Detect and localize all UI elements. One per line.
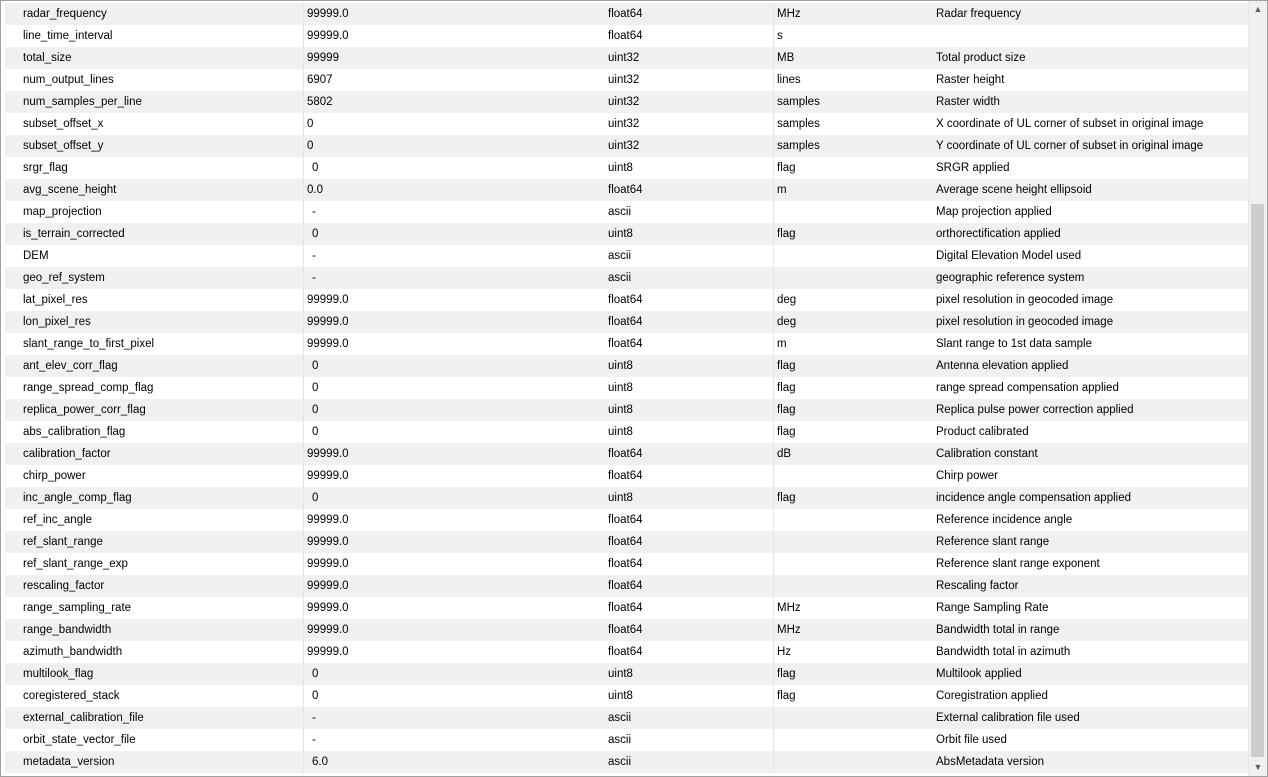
attribute-type-cell[interactable]: uint8 bbox=[608, 162, 633, 174]
attribute-type-cell[interactable]: float64 bbox=[608, 316, 643, 328]
table-row[interactable] bbox=[5, 531, 1248, 553]
attribute-unit-cell[interactable]: samples bbox=[773, 135, 933, 157]
attribute-value-cell[interactable]: 0 bbox=[303, 487, 605, 509]
attribute-value-cell[interactable]: 99999.0 bbox=[303, 443, 605, 465]
attribute-value-cell[interactable]: 5802 bbox=[303, 91, 605, 113]
attribute-value-cell[interactable]: 6907 bbox=[303, 69, 605, 91]
attribute-type-cell[interactable]: float64 bbox=[608, 470, 643, 482]
attribute-unit-cell[interactable]: flag bbox=[773, 355, 933, 377]
attribute-unit-cell[interactable]: deg bbox=[773, 289, 933, 311]
table-row[interactable] bbox=[5, 267, 1248, 289]
attribute-description-cell[interactable]: Reference incidence angle bbox=[936, 514, 1073, 526]
attribute-unit-cell[interactable]: MHz bbox=[773, 619, 933, 641]
attribute-value-cell[interactable]: 99999.0 bbox=[303, 289, 605, 311]
attribute-name-cell[interactable]: ref_slant_range bbox=[23, 536, 103, 548]
attribute-name-cell[interactable]: avg_scene_height bbox=[23, 184, 117, 196]
table-row[interactable] bbox=[5, 355, 1248, 377]
attribute-value-cell[interactable]: - bbox=[303, 729, 605, 751]
attribute-value-cell[interactable]: 99999.0 bbox=[303, 619, 605, 641]
attribute-description-cell[interactable]: pixel resolution in geocoded image bbox=[936, 316, 1114, 328]
attribute-name-cell[interactable]: multilook_flag bbox=[23, 668, 94, 680]
attribute-type-cell[interactable]: float64 bbox=[608, 448, 643, 460]
attribute-unit-cell[interactable]: flag bbox=[773, 223, 933, 245]
attribute-value-cell[interactable]: 0 bbox=[303, 223, 605, 245]
attribute-value-cell[interactable]: 6.0 bbox=[303, 751, 605, 773]
table-row[interactable] bbox=[5, 553, 1248, 575]
attribute-type-cell[interactable]: ascii bbox=[608, 756, 632, 768]
attribute-description-cell[interactable]: Multilook applied bbox=[936, 668, 1022, 680]
vertical-scrollbar[interactable] bbox=[1248, 1, 1267, 776]
table-row[interactable] bbox=[5, 245, 1248, 267]
table-row[interactable] bbox=[5, 575, 1248, 597]
attribute-type-cell[interactable]: float64 bbox=[608, 8, 643, 20]
attribute-name-cell[interactable]: slant_range_to_first_pixel bbox=[23, 338, 155, 350]
attribute-description-cell[interactable]: incidence angle compensation applied bbox=[936, 492, 1132, 504]
attribute-name-cell[interactable]: num_output_lines bbox=[23, 74, 114, 86]
attribute-description-cell[interactable]: Digital Elevation Model used bbox=[936, 250, 1082, 262]
attribute-type-cell[interactable]: uint8 bbox=[608, 360, 633, 372]
attribute-type-cell[interactable]: ascii bbox=[608, 250, 632, 262]
table-row[interactable] bbox=[5, 113, 1248, 135]
attribute-name-cell[interactable]: orbit_state_vector_file bbox=[23, 734, 136, 746]
table-row[interactable] bbox=[5, 3, 1248, 25]
attribute-name-cell[interactable]: DEM bbox=[23, 250, 49, 262]
table-row[interactable] bbox=[5, 399, 1248, 421]
attribute-type-cell[interactable]: uint32 bbox=[608, 118, 640, 130]
attribute-name-cell[interactable]: ant_elev_corr_flag bbox=[23, 360, 118, 372]
attribute-name-cell[interactable]: num_samples_per_line bbox=[23, 96, 142, 108]
attribute-value-cell[interactable]: 0 bbox=[303, 399, 605, 421]
attribute-value-cell[interactable]: 0 bbox=[303, 157, 605, 179]
attribute-type-cell[interactable]: float64 bbox=[608, 338, 643, 350]
attribute-type-cell[interactable]: uint32 bbox=[608, 96, 640, 108]
attribute-value-cell[interactable]: 99999.0 bbox=[303, 641, 605, 663]
table-row[interactable] bbox=[5, 333, 1248, 355]
attribute-description-cell[interactable]: Reference slant range bbox=[936, 536, 1050, 548]
attribute-value-cell[interactable]: 99999.0 bbox=[303, 25, 605, 47]
attribute-unit-cell[interactable]: deg bbox=[773, 311, 933, 333]
table-row[interactable] bbox=[5, 157, 1248, 179]
attribute-value-cell[interactable]: 99999.0 bbox=[303, 597, 605, 619]
attribute-description-cell[interactable]: SRGR applied bbox=[936, 162, 1010, 174]
table-row[interactable] bbox=[5, 597, 1248, 619]
attribute-unit-cell[interactable]: samples bbox=[773, 91, 933, 113]
attribute-type-cell[interactable]: uint32 bbox=[608, 52, 640, 64]
table-row[interactable] bbox=[5, 135, 1248, 157]
table-row[interactable] bbox=[5, 91, 1248, 113]
attribute-description-cell[interactable]: range spread compensation applied bbox=[936, 382, 1119, 394]
attribute-value-cell[interactable]: - bbox=[303, 201, 605, 223]
attribute-name-cell[interactable]: external_calibration_file bbox=[23, 712, 144, 724]
attribute-description-cell[interactable]: Slant range to 1st data sample bbox=[936, 338, 1092, 350]
attribute-type-cell[interactable]: uint8 bbox=[608, 426, 633, 438]
attribute-unit-cell[interactable]: m bbox=[773, 179, 933, 201]
attribute-type-cell[interactable]: float64 bbox=[608, 558, 643, 570]
attribute-name-cell[interactable]: srgr_flag bbox=[23, 162, 68, 174]
attribute-description-cell[interactable]: Bandwidth total in range bbox=[936, 624, 1060, 636]
attribute-value-cell[interactable]: 0 bbox=[303, 355, 605, 377]
attribute-type-cell[interactable]: float64 bbox=[608, 536, 643, 548]
table-row[interactable] bbox=[5, 179, 1248, 201]
attribute-unit-cell[interactable]: lines bbox=[773, 69, 933, 91]
attribute-name-cell[interactable]: rescaling_factor bbox=[23, 580, 105, 592]
attribute-unit-cell[interactable] bbox=[773, 575, 933, 597]
attribute-type-cell[interactable]: float64 bbox=[608, 624, 643, 636]
attribute-description-cell[interactable]: Calibration constant bbox=[936, 448, 1038, 460]
attribute-name-cell[interactable]: range_bandwidth bbox=[23, 624, 112, 636]
table-row[interactable] bbox=[5, 751, 1248, 773]
scrollbar-thumb[interactable] bbox=[1251, 204, 1264, 757]
attribute-type-cell[interactable]: float64 bbox=[608, 514, 643, 526]
attribute-name-cell[interactable]: subset_offset_x bbox=[23, 118, 104, 130]
table-row[interactable] bbox=[5, 619, 1248, 641]
table-row[interactable] bbox=[5, 289, 1248, 311]
attribute-name-cell[interactable]: is_terrain_corrected bbox=[23, 228, 125, 240]
attribute-unit-cell[interactable] bbox=[773, 707, 933, 729]
table-row[interactable] bbox=[5, 25, 1248, 47]
table-row[interactable] bbox=[5, 421, 1248, 443]
attribute-unit-cell[interactable]: flag bbox=[773, 421, 933, 443]
attribute-name-cell[interactable]: ref_slant_range_exp bbox=[23, 558, 128, 570]
attribute-description-cell[interactable]: Product calibrated bbox=[936, 426, 1029, 438]
attribute-description-cell[interactable]: orthorectification applied bbox=[936, 228, 1061, 240]
attribute-unit-cell[interactable]: flag bbox=[773, 399, 933, 421]
attribute-value-cell[interactable]: 0 bbox=[303, 421, 605, 443]
attribute-name-cell[interactable]: calibration_factor bbox=[23, 448, 111, 460]
attribute-unit-cell[interactable]: flag bbox=[773, 377, 933, 399]
attribute-description-cell[interactable]: Coregistration applied bbox=[936, 690, 1048, 702]
attribute-value-cell[interactable]: 99999.0 bbox=[303, 553, 605, 575]
attribute-name-cell[interactable]: radar_frequency bbox=[23, 8, 107, 20]
attribute-name-cell[interactable]: replica_power_corr_flag bbox=[23, 404, 146, 416]
attribute-type-cell[interactable]: uint8 bbox=[608, 228, 633, 240]
attribute-name-cell[interactable]: lon_pixel_res bbox=[23, 316, 91, 328]
attribute-type-cell[interactable]: ascii bbox=[608, 734, 632, 746]
table-row[interactable] bbox=[5, 377, 1248, 399]
table-row[interactable] bbox=[5, 201, 1248, 223]
attribute-name-cell[interactable]: line_time_interval bbox=[23, 30, 113, 42]
attribute-value-cell[interactable]: 0.0 bbox=[303, 179, 605, 201]
attribute-type-cell[interactable]: float64 bbox=[608, 294, 643, 306]
attribute-value-cell[interactable]: 99999.0 bbox=[303, 333, 605, 355]
attribute-description-cell[interactable]: Raster width bbox=[936, 96, 1000, 108]
table-row[interactable] bbox=[5, 47, 1248, 69]
attribute-value-cell[interactable]: 99999.0 bbox=[303, 575, 605, 597]
attribute-name-cell[interactable]: total_size bbox=[23, 52, 72, 64]
table-row[interactable] bbox=[5, 685, 1248, 707]
attribute-description-cell[interactable]: External calibration file used bbox=[936, 712, 1080, 724]
attribute-type-cell[interactable]: uint8 bbox=[608, 382, 633, 394]
attribute-type-cell[interactable]: ascii bbox=[608, 206, 632, 218]
attribute-description-cell[interactable]: Raster height bbox=[936, 74, 1005, 86]
attribute-value-cell[interactable]: 99999.0 bbox=[303, 465, 605, 487]
attribute-description-cell[interactable]: Radar frequency bbox=[936, 8, 1022, 20]
attribute-value-cell[interactable]: 99999 bbox=[303, 47, 605, 69]
attribute-unit-cell[interactable] bbox=[773, 201, 933, 223]
attribute-unit-cell[interactable]: MB bbox=[773, 47, 933, 69]
attribute-type-cell[interactable]: uint32 bbox=[608, 74, 640, 86]
attribute-unit-cell[interactable] bbox=[773, 465, 933, 487]
attribute-unit-cell[interactable]: samples bbox=[773, 113, 933, 135]
attribute-description-cell[interactable]: pixel resolution in geocoded image bbox=[936, 294, 1114, 306]
attribute-unit-cell[interactable]: Hz bbox=[773, 641, 933, 663]
attribute-name-cell[interactable]: chirp_power bbox=[23, 470, 86, 482]
attribute-description-cell[interactable]: Bandwidth total in azimuth bbox=[936, 646, 1071, 658]
attribute-value-cell[interactable]: - bbox=[303, 267, 605, 289]
attribute-description-cell[interactable]: geographic reference system bbox=[936, 272, 1085, 284]
attribute-unit-cell[interactable] bbox=[773, 531, 933, 553]
attribute-name-cell[interactable]: geo_ref_system bbox=[23, 272, 105, 284]
table-row[interactable] bbox=[5, 311, 1248, 333]
attribute-unit-cell[interactable] bbox=[773, 729, 933, 751]
attribute-description-cell[interactable]: Rescaling factor bbox=[936, 580, 1019, 592]
table-row[interactable] bbox=[5, 465, 1248, 487]
attribute-value-cell[interactable]: 99999.0 bbox=[303, 509, 605, 531]
attribute-value-cell[interactable]: 0 bbox=[303, 113, 605, 135]
table-row[interactable] bbox=[5, 69, 1248, 91]
attribute-description-cell[interactable]: Reference slant range exponent bbox=[936, 558, 1100, 570]
table-row[interactable] bbox=[5, 729, 1248, 751]
attribute-description-cell[interactable]: Map projection applied bbox=[936, 206, 1052, 218]
scroll-down-icon[interactable]: ▼ bbox=[1253, 762, 1263, 772]
attribute-description-cell[interactable] bbox=[933, 25, 1248, 47]
attribute-type-cell[interactable]: ascii bbox=[608, 712, 632, 724]
attribute-type-cell[interactable]: uint8 bbox=[608, 668, 633, 680]
attribute-unit-cell[interactable]: flag bbox=[773, 685, 933, 707]
attribute-value-cell[interactable]: 0 bbox=[303, 377, 605, 399]
table-row[interactable] bbox=[5, 443, 1248, 465]
attribute-description-cell[interactable]: Orbit file used bbox=[936, 734, 1007, 746]
attribute-unit-cell[interactable]: s bbox=[773, 25, 933, 47]
attribute-description-cell[interactable]: Antenna elevation applied bbox=[936, 360, 1069, 372]
attribute-name-cell[interactable]: abs_calibration_flag bbox=[23, 426, 126, 438]
attribute-unit-cell[interactable]: MHz bbox=[773, 3, 933, 25]
attribute-description-cell[interactable]: Average scene height ellipsoid bbox=[936, 184, 1092, 196]
attribute-type-cell[interactable]: float64 bbox=[608, 30, 643, 42]
attribute-name-cell[interactable]: lat_pixel_res bbox=[23, 294, 88, 306]
attribute-description-cell[interactable]: Range Sampling Rate bbox=[936, 602, 1049, 614]
attribute-description-cell[interactable]: Chirp power bbox=[936, 470, 998, 482]
table-row[interactable] bbox=[5, 663, 1248, 685]
attribute-type-cell[interactable]: float64 bbox=[608, 580, 643, 592]
attribute-name-cell[interactable]: coregistered_stack bbox=[23, 690, 120, 702]
attribute-value-cell[interactable]: 99999.0 bbox=[303, 531, 605, 553]
attribute-unit-cell[interactable] bbox=[773, 751, 933, 773]
attribute-unit-cell[interactable]: m bbox=[773, 333, 933, 355]
attribute-value-cell[interactable]: 0 bbox=[303, 135, 605, 157]
table-row[interactable] bbox=[5, 707, 1248, 729]
metadata-table bbox=[5, 3, 1248, 773]
attribute-type-cell[interactable]: uint32 bbox=[608, 140, 640, 152]
table-row[interactable] bbox=[5, 641, 1248, 663]
attribute-name-cell[interactable]: azimuth_bandwidth bbox=[23, 646, 123, 658]
table-row[interactable] bbox=[5, 487, 1248, 509]
attribute-description-cell[interactable]: Total product size bbox=[936, 52, 1026, 64]
attribute-type-cell[interactable]: float64 bbox=[608, 646, 643, 658]
attribute-unit-cell[interactable] bbox=[773, 267, 933, 289]
attribute-unit-cell[interactable]: flag bbox=[773, 157, 933, 179]
attribute-description-cell[interactable]: Y coordinate of UL corner of subset in original image bbox=[936, 140, 1204, 152]
attribute-name-cell[interactable]: ref_inc_angle bbox=[23, 514, 93, 526]
attribute-value-cell[interactable]: 0 bbox=[303, 663, 605, 685]
attribute-unit-cell[interactable] bbox=[773, 509, 933, 531]
attribute-type-cell[interactable]: float64 bbox=[608, 184, 643, 196]
attribute-name-cell[interactable]: inc_angle_comp_flag bbox=[23, 492, 132, 504]
attribute-value-cell[interactable]: 99999.0 bbox=[303, 311, 605, 333]
attribute-description-cell[interactable]: AbsMetadata version bbox=[936, 756, 1045, 768]
attribute-unit-cell[interactable] bbox=[773, 553, 933, 575]
attribute-name-cell[interactable]: subset_offset_y bbox=[23, 140, 104, 152]
table-row[interactable] bbox=[5, 509, 1248, 531]
attribute-unit-cell[interactable]: MHz bbox=[773, 597, 933, 619]
attribute-unit-cell[interactable] bbox=[773, 245, 933, 267]
attribute-name-cell[interactable]: map_projection bbox=[23, 206, 102, 218]
attribute-type-cell[interactable]: uint8 bbox=[608, 492, 633, 504]
attribute-unit-cell[interactable]: dB bbox=[773, 443, 933, 465]
attribute-description-cell[interactable]: X coordinate of UL corner of subset in original image bbox=[936, 118, 1204, 130]
attribute-unit-cell[interactable]: flag bbox=[773, 487, 933, 509]
attribute-unit-cell[interactable]: flag bbox=[773, 663, 933, 685]
attribute-name-cell[interactable]: range_spread_comp_flag bbox=[23, 382, 154, 394]
attribute-value-cell[interactable]: - bbox=[303, 245, 605, 267]
attribute-name-cell[interactable]: metadata_version bbox=[23, 756, 115, 768]
table-row[interactable] bbox=[5, 223, 1248, 245]
attribute-value-cell[interactable]: - bbox=[303, 707, 605, 729]
attribute-value-cell[interactable]: 99999.0 bbox=[303, 3, 605, 25]
scroll-up-icon[interactable]: ▲ bbox=[1253, 4, 1263, 14]
attribute-type-cell[interactable]: ascii bbox=[608, 272, 632, 284]
attribute-value-cell[interactable]: 0 bbox=[303, 685, 605, 707]
attribute-type-cell[interactable]: uint8 bbox=[608, 404, 633, 416]
attribute-description-cell[interactable]: Replica pulse power correction applied bbox=[936, 404, 1134, 416]
attribute-name-cell[interactable]: range_sampling_rate bbox=[23, 602, 132, 614]
attribute-type-cell[interactable]: float64 bbox=[608, 602, 643, 614]
attribute-type-cell[interactable]: uint8 bbox=[608, 690, 633, 702]
